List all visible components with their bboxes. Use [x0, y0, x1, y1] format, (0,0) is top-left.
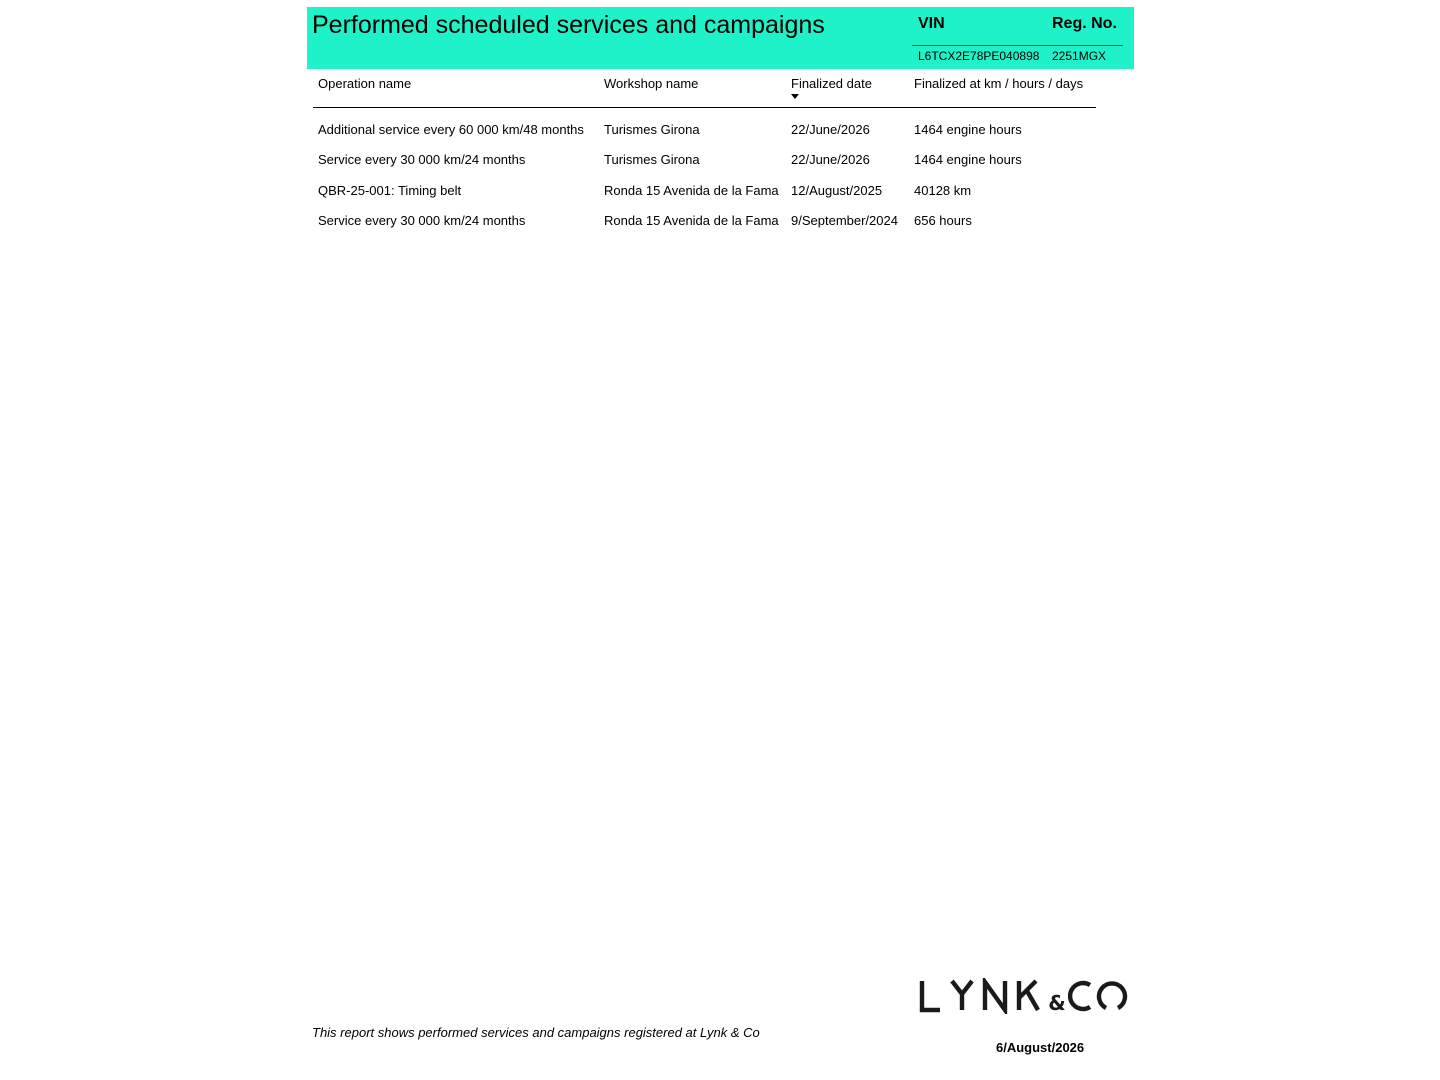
table-row: [313, 175, 1096, 205]
table-row: [313, 205, 1096, 235]
report-title: Performed scheduled services and campaigns: [312, 11, 825, 39]
cell-workshop-name: Ronda 15 Avenida de la Fama: [604, 213, 779, 229]
table-body: [313, 108, 1096, 236]
table-row: [313, 144, 1096, 174]
header-band: [307, 7, 1134, 69]
column-header-finalized-date[interactable]: Finalized date: [791, 76, 872, 91]
sort-descending-icon[interactable]: [791, 94, 799, 99]
cell-workshop-name: Turismes Girona: [604, 152, 700, 168]
cell-operation-name: Additional service every 60 000 km/48 months: [318, 122, 584, 137]
header-divider: [912, 45, 1123, 46]
vin-value: L6TCX2E78PE040898: [918, 49, 1040, 63]
cell-operation-name: QBR-25-001: Timing belt: [318, 182, 462, 198]
table-header: [313, 72, 1096, 108]
reg-number-label: Reg. No.: [1052, 15, 1117, 32]
cell-finalized-at: 1464 engine hours: [914, 152, 1022, 168]
cell-finalized-at: 1464 engine hours: [914, 122, 1022, 137]
cell-finalized-at: 656 hours: [914, 213, 972, 229]
cell-workshop-name: Ronda 15 Avenida de la Fama: [604, 182, 779, 198]
services-table: [313, 72, 1096, 236]
column-header-finalized-at[interactable]: Finalized at km / hours / days: [914, 76, 1084, 91]
column-header-operation-name[interactable]: Operation name: [318, 76, 412, 91]
cell-finalized-date: 12/August/2025: [791, 182, 883, 198]
vin-label: VIN: [918, 15, 945, 32]
cell-finalized-date: 22/June/2026: [791, 122, 870, 137]
cell-operation-name: Service every 30 000 km/24 months: [318, 152, 526, 168]
svg-text:&: &: [1048, 991, 1066, 1014]
report-disclaimer: This report shows performed services and campaigns registered at Lynk & Co: [312, 1025, 760, 1040]
reg-number-value: 2251MGX: [1052, 49, 1107, 63]
cell-finalized-date: 9/September/2024: [791, 213, 898, 229]
column-header-workshop-name[interactable]: Workshop name: [604, 76, 699, 91]
lynk-co-logo: [918, 978, 1128, 1014]
report-date: 6/August/2026: [996, 1040, 1085, 1055]
table-row: [313, 114, 1096, 144]
cell-workshop-name: Turismes Girona: [604, 122, 700, 137]
cell-finalized-date: 22/June/2026: [791, 152, 870, 168]
cell-finalized-at: 40128 km: [914, 182, 972, 198]
cell-operation-name: Service every 30 000 km/24 months: [318, 213, 526, 229]
